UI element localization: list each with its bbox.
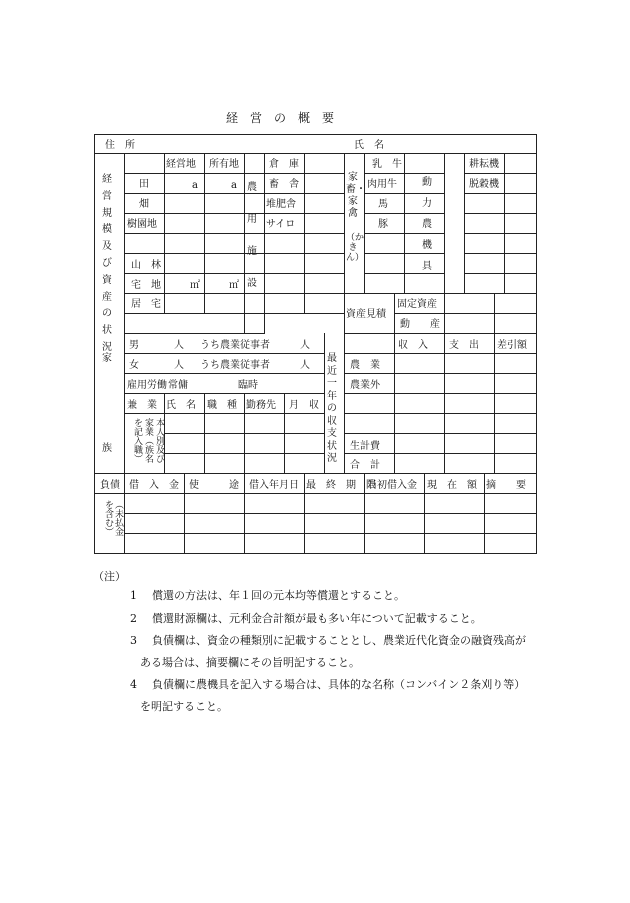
machine-label-text: 動力農機具 bbox=[422, 177, 432, 272]
grid-line bbox=[164, 433, 325, 434]
form-title: 経 営 の 概 要 bbox=[226, 111, 335, 125]
grid-line bbox=[364, 153, 365, 294]
family-male: 男 bbox=[129, 340, 139, 351]
grid-line bbox=[344, 353, 537, 354]
grid-line bbox=[344, 333, 537, 334]
note-4-cont: を明記すること。 bbox=[140, 700, 228, 713]
facility-silo: サイロ bbox=[266, 219, 296, 230]
side-job-col-employer: 勤務先 bbox=[246, 400, 276, 411]
note-3-text: 負債欄は、資金の種類別に記載することとし、農業近代化資金の融資残高が bbox=[152, 634, 526, 647]
side-job-note: 本人別及び家業（族名を記入職） bbox=[132, 418, 164, 463]
land-row-orchard: 樹園地 bbox=[127, 219, 157, 230]
note-1-text: 償還の方法は、年１回の元本均等償還とすること。 bbox=[152, 589, 405, 602]
note-1-num: 1 bbox=[130, 589, 137, 602]
income-row-total: 合 計 bbox=[350, 460, 380, 471]
grid-line bbox=[464, 153, 465, 294]
facility-warehouse: 倉 庫 bbox=[269, 159, 299, 170]
grid-line bbox=[464, 233, 537, 234]
grid-line bbox=[404, 153, 405, 294]
family-female-workers: うち農業従事者 bbox=[200, 360, 270, 371]
facility-label-text: 農用施設 bbox=[247, 182, 257, 289]
family-male-workers-unit: 人 bbox=[300, 340, 310, 351]
note-2-num: 2 bbox=[130, 612, 137, 625]
unit-a-owned: a bbox=[231, 180, 237, 191]
income-col-net: 差引額 bbox=[497, 340, 527, 351]
scale-section-label bbox=[100, 172, 114, 357]
land-row-field: 畑 bbox=[139, 199, 149, 210]
grid-line bbox=[344, 293, 537, 294]
livestock-beef: 肉用牛 bbox=[367, 179, 397, 190]
note-3-cont: ある場合は、摘要欄にその旨明記すること。 bbox=[140, 656, 360, 669]
movable-assets-label: 動 産 bbox=[400, 319, 440, 330]
debt-col-current: 現 在 額 bbox=[427, 480, 477, 491]
debt-col-purpose: 使 途 bbox=[189, 480, 239, 491]
hired-label: 雇用労働 bbox=[127, 380, 167, 391]
grid-line bbox=[536, 134, 537, 554]
unit-a-managed: a bbox=[192, 180, 198, 191]
side-job-col-type: 兼 業 bbox=[127, 400, 157, 411]
land-row-house: 居 宅 bbox=[131, 299, 161, 310]
grid-line bbox=[394, 333, 395, 474]
grid-line bbox=[464, 173, 537, 174]
grid-line bbox=[344, 453, 537, 454]
grid-line bbox=[504, 153, 505, 294]
facility-barn: 畜 舎 bbox=[269, 179, 299, 190]
hired-temporary: 臨時 bbox=[238, 380, 258, 391]
family-label-top: 家 bbox=[102, 353, 112, 364]
hired-regular: 常傭 bbox=[168, 380, 188, 391]
grid-line bbox=[94, 493, 125, 494]
land-row-residential: 宅 地 bbox=[131, 280, 161, 291]
grid-line bbox=[124, 153, 125, 334]
income-col-expense: 支 出 bbox=[449, 340, 479, 351]
grid-line bbox=[124, 373, 325, 374]
grid-line bbox=[124, 473, 125, 554]
income-row-nonagri: 農業外 bbox=[350, 380, 380, 391]
family-label-bottom: 族 bbox=[102, 443, 112, 454]
notes-heading: （注） bbox=[93, 570, 126, 583]
grid-line bbox=[444, 153, 445, 294]
grid-line bbox=[124, 513, 537, 514]
livestock-label bbox=[346, 172, 366, 220]
income-row-living: 生計費 bbox=[350, 441, 380, 452]
grid-line bbox=[304, 473, 305, 554]
family-female-workers-unit: 人 bbox=[300, 360, 310, 371]
debt-col-remarks: 摘 要 bbox=[486, 480, 526, 491]
grid-line bbox=[94, 553, 537, 554]
name-label: 氏 名 bbox=[354, 140, 384, 151]
livestock-reading-text: （かきん） bbox=[346, 233, 365, 263]
machine-tiller: 耕耘機 bbox=[469, 159, 499, 170]
livestock-label-text: 家畜・家禽 bbox=[346, 172, 366, 219]
machine-thresher: 脱穀機 bbox=[469, 179, 499, 190]
land-col-managed: 経営地 bbox=[166, 159, 196, 170]
grid-line bbox=[344, 473, 537, 474]
grid-line bbox=[204, 153, 205, 314]
livestock-dairy: 乳 牛 bbox=[372, 159, 402, 170]
scale-section-text: 経営規模及び資産の状況 bbox=[102, 174, 112, 353]
unit-m2-owned: ㎡ bbox=[229, 280, 239, 291]
side-job-col-occupation: 職 種 bbox=[207, 400, 237, 411]
grid-line bbox=[184, 473, 185, 554]
grid-line bbox=[344, 153, 345, 334]
note-2-text: 償還財源欄は、元利金合計額が最も多い年について記載すること。 bbox=[152, 612, 482, 625]
grid-line bbox=[124, 393, 325, 394]
grid-line bbox=[94, 134, 95, 554]
grid-line bbox=[124, 533, 537, 534]
grid-line bbox=[464, 253, 537, 254]
grid-line bbox=[94, 134, 537, 135]
side-job-col-income: 月 収 bbox=[289, 400, 319, 411]
facility-label bbox=[245, 172, 259, 300]
debt-col-loan: 借 入 金 bbox=[129, 480, 179, 491]
unit-m2-managed: ㎡ bbox=[190, 280, 200, 291]
assets-label: 資産見積 bbox=[346, 309, 386, 320]
income-col-revenue: 収 入 bbox=[398, 340, 428, 351]
grid-line bbox=[344, 373, 537, 374]
land-col-owned: 所有地 bbox=[209, 159, 239, 170]
family-female: 女 bbox=[129, 360, 139, 371]
grid-line bbox=[424, 473, 425, 554]
grid-line bbox=[124, 413, 325, 414]
income-row-agri: 農 業 bbox=[350, 360, 380, 371]
livestock-pig: 豚 bbox=[378, 219, 388, 230]
grid-line bbox=[344, 393, 537, 394]
land-row-rice: 田 bbox=[139, 179, 149, 190]
grid-line bbox=[444, 333, 445, 474]
grid-line bbox=[124, 493, 537, 494]
grid-line bbox=[344, 433, 537, 434]
grid-line bbox=[464, 193, 537, 194]
grid-line bbox=[484, 473, 485, 554]
machine-label bbox=[420, 172, 434, 277]
family-female-unit: 人 bbox=[174, 360, 184, 371]
debt-label: 負債 bbox=[100, 480, 120, 491]
note-4-text: 負債欄に農機具を記入する場合は、具体的な名称（コンバイン２条刈り等） bbox=[152, 678, 526, 691]
family-male-workers: うち農業従事者 bbox=[200, 340, 270, 351]
grid-line bbox=[244, 473, 245, 554]
grid-line bbox=[344, 413, 537, 414]
note-4-num: 4 bbox=[130, 678, 137, 691]
debt-col-deadline: 最 終 期 限 bbox=[306, 480, 376, 491]
facility-compost: 堆肥舎 bbox=[266, 199, 296, 210]
livestock-reading bbox=[346, 233, 365, 263]
grid-line bbox=[464, 273, 537, 274]
grid-line bbox=[494, 333, 495, 474]
livestock-horse: 馬 bbox=[378, 199, 388, 210]
income-section-text: 最近一年の収支状況 bbox=[327, 353, 337, 464]
debt-col-date: 借入年月日 bbox=[249, 480, 299, 491]
land-row-forest: 山 林 bbox=[131, 260, 161, 271]
grid-line bbox=[164, 453, 325, 454]
grid-line bbox=[164, 153, 165, 314]
debt-col-initial: 当初借入金 bbox=[367, 480, 417, 491]
debt-sub-label: （未払金を含む） bbox=[103, 500, 123, 536]
grid-line bbox=[394, 313, 537, 314]
note-3-num: 3 bbox=[130, 634, 137, 647]
grid-line bbox=[124, 353, 325, 354]
fixed-assets-label: 固定資産 bbox=[397, 299, 437, 310]
side-job-col-name: 氏 名 bbox=[166, 400, 196, 411]
grid-line bbox=[264, 153, 265, 334]
family-male-unit: 人 bbox=[174, 340, 184, 351]
grid-line bbox=[464, 213, 537, 214]
grid-line bbox=[304, 153, 305, 314]
income-section-label bbox=[325, 353, 339, 466]
address-label: 住 所 bbox=[105, 140, 135, 151]
